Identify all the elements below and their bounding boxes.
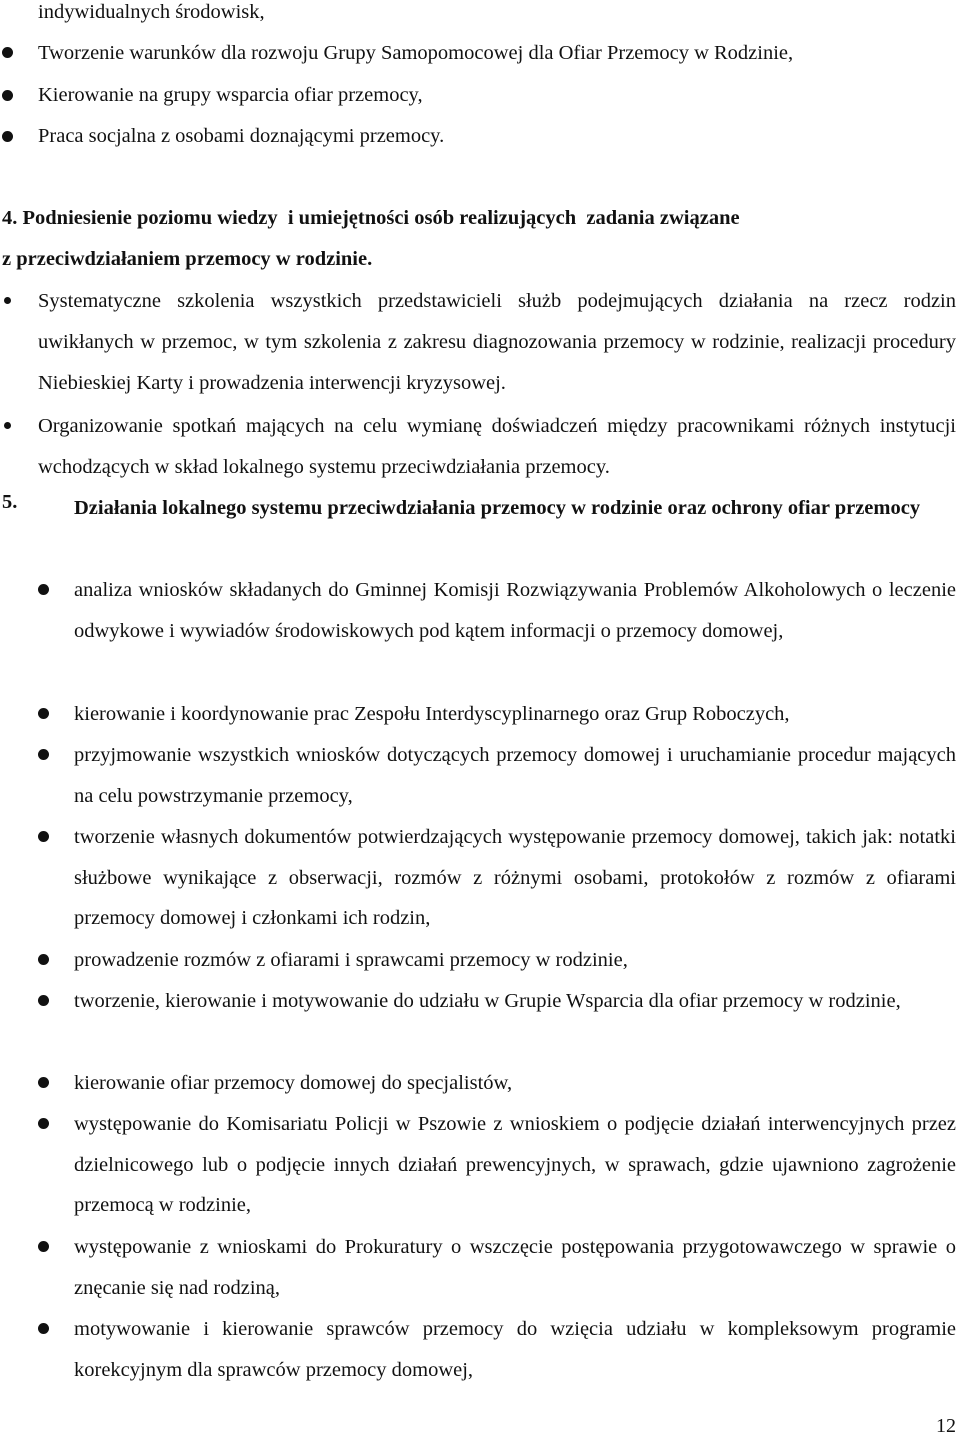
list-item: Organizowanie spotkań mających na celu wymianę doświadczeń między pracownikami różnych instytucji wchodzących w skład lokalnego systemu przeciwdziałania przemocy. <box>38 415 956 478</box>
list-item: występowanie do Komisariatu Policji w Pszowie z wnioskiem o podjęcie działań interwencyjnych przez dzielnicowego lub o podjęcie innych działań prewencyjnych, w sprawach, gdzie ujawniono zagrożenie przemocą w rodzinie, <box>74 1113 956 1216</box>
section-heading: 4. Podniesienie poziomu wiedzy i umiejętności osób realizujących zadania związane <box>2 207 740 229</box>
continuation-text: indywidualnych środowisk, <box>38 1 265 23</box>
list-item: tworzenie, kierowanie i motywowanie do udziału w Grupie Wsparcia dla ofiar przemocy w rodzinie, <box>74 990 901 1012</box>
bullet-dot-icon <box>4 422 11 429</box>
bullet-dot-icon <box>38 1323 49 1334</box>
bullet-dot-icon <box>38 1118 49 1129</box>
bullet-dot-icon <box>38 584 49 595</box>
bullet-dot-icon <box>38 1077 49 1088</box>
bullet-dot-icon <box>38 831 49 842</box>
list-item: kierowanie ofiar przemocy domowej do specjalistów, <box>74 1072 513 1094</box>
bullet-dot-icon <box>38 749 49 760</box>
bullet-dot-icon <box>38 954 49 965</box>
bullet-dot-icon <box>2 90 13 101</box>
list-item: przyjmowanie wszystkich wniosków dotyczących przemocy domowej i uruchamianie procedur mających na celu powstrzymanie przemocy, <box>74 744 956 807</box>
list-item: występowanie z wnioskami do Prokuratury o wszczęcie postępowania przygotowawczego w sprawie o znęcanie się nad rodziną, <box>74 1236 956 1299</box>
list-item: Systematyczne szkolenia wszystkich przedstawicieli służb podejmujących działania na rzecz rodzin uwikłanych w przemoc, w tym szkolenia z zakresu diagnozowania przemocy w rodzinie, realizacji procedury Niebieskiej Karty i prowadzenia interwencji kryzysowej. <box>38 290 956 394</box>
list-item: Tworzenie warunków dla rozwoju Grupy Samopomocowej dla Ofiar Przemocy w Rodzinie, <box>38 42 794 64</box>
list-item: prowadzenie rozmów z ofiarami i sprawcami przemocy w rodzinie, <box>74 949 628 971</box>
section-heading: Działania lokalnego systemu przeciwdziałania przemocy w rodzinie oraz ochrony ofiar przemocy <box>74 497 921 519</box>
bullet-dot-icon <box>2 131 13 142</box>
list-item: Kierowanie na grupy wsparcia ofiar przemocy, <box>38 84 423 106</box>
section-number: 5. <box>2 491 18 513</box>
bullet-dot-icon <box>38 995 49 1006</box>
section-heading-continued: z przeciwdziałaniem przemocy w rodzinie. <box>2 248 373 270</box>
list-item: tworzenie własnych dokumentów potwierdzających występowanie przemocy domowej, takich jak: notatki służbowe wynikające z obserwacji, rozmów z różnymi osobami, protokołów z rozmów z ofiarami przemocy domowej i członkami ich rodzin, <box>74 826 956 929</box>
list-item: motywowanie i kierowanie sprawców przemocy do wzięcia udziału w kompleksowym programie korekcyjnym dla sprawców przemocy domowej, <box>74 1318 956 1381</box>
list-item: kierowanie i koordynowanie prac Zespołu Interdyscyplinarnego oraz Grup Roboczych, <box>74 703 790 725</box>
page-number: 12 <box>936 1415 956 1437</box>
list-item: Praca socjalna z osobami doznającymi przemocy. <box>38 125 445 147</box>
list-item: analiza wniosków składanych do Gminnej Komisji Rozwiązywania Problemów Alkoholowych o leczenie odwykowe i wywiadów środowiskowych pod kątem informacji o przemocy domowej, <box>74 579 956 642</box>
bullet-dot-icon <box>38 708 49 719</box>
bullet-dot-icon <box>2 47 13 58</box>
bullet-dot-icon <box>4 297 11 304</box>
bullet-dot-icon <box>38 1241 49 1252</box>
